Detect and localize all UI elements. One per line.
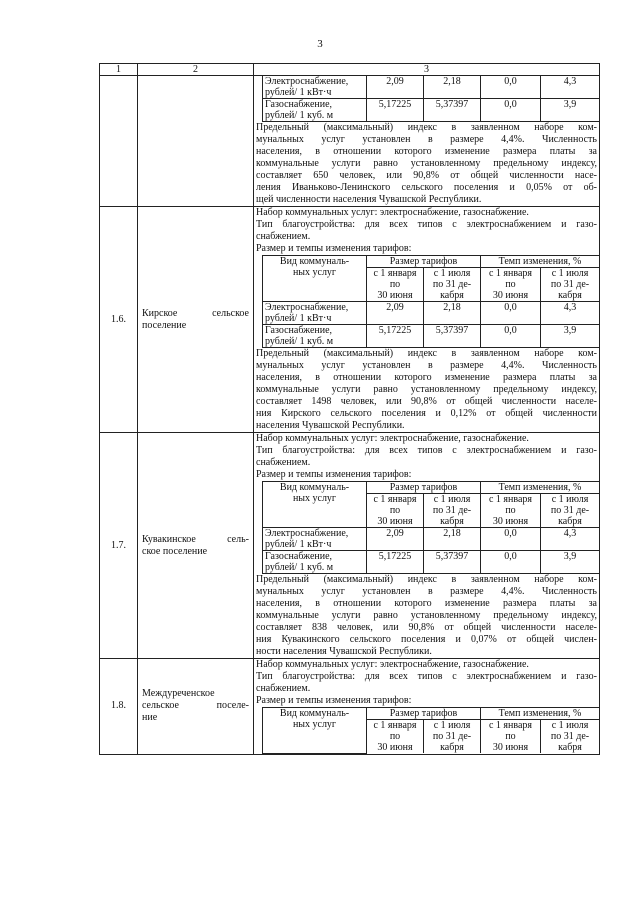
section-number: 1.6. (100, 207, 138, 433)
settlement-name: Кувакинское сель- ское поселение (138, 433, 254, 659)
rate-value: 4,3 (541, 76, 600, 99)
section-row-1-8 (100, 659, 600, 755)
period-first-half: с 1 января по 30 июня (367, 720, 424, 754)
tariffs-caption: Размер и темпы изменения тарифов: (256, 469, 412, 480)
tariff-subtable (262, 707, 599, 754)
tariff-subtable (262, 481, 599, 574)
tariff-value: 5,37397 (424, 551, 481, 574)
section-row-1-7 (100, 433, 600, 659)
rate-header: Темп изменения, % (481, 708, 600, 720)
period-first-half: с 1 января по 30 июня (481, 494, 541, 528)
table-row (263, 76, 600, 99)
header-col-3: 3 (254, 64, 600, 76)
tariffs-caption: Размер и темпы изменения тарифов: (256, 695, 412, 706)
rate-header: Темп изменения, % (481, 256, 600, 268)
rate-value: 3,9 (541, 551, 600, 574)
tariff-value: 5,17225 (367, 99, 424, 122)
period-second-half: с 1 июля по 31 де- кабря (541, 720, 600, 754)
rate-value: 4,3 (541, 528, 600, 551)
period-second-half: с 1 июля по 31 де- кабря (541, 494, 600, 528)
section-row-1-6 (100, 207, 600, 433)
tariff-size-header: Размер тарифов (367, 482, 481, 494)
rate-value: 0,0 (481, 325, 541, 348)
service-name: Газоснабжение, рублей/ 1 куб. м (263, 551, 367, 574)
service-name: Электроснабжение, рублей/ 1 кВт·ч (263, 76, 367, 99)
rate-value: 3,9 (541, 325, 600, 348)
rate-value: 4,3 (541, 302, 600, 325)
tariff-value: 5,17225 (367, 325, 424, 348)
tariff-value: 2,18 (424, 76, 481, 99)
improvement-type: Тип благоустройства: для всех типов с электроснабжением и газо- (256, 219, 597, 230)
period-first-half: с 1 января по 30 июня (481, 720, 541, 754)
tariff-value: 5,17225 (367, 551, 424, 574)
rate-value: 0,0 (481, 551, 541, 574)
rate-value: 0,0 (481, 76, 541, 99)
improvement-type: Тип благоустройства: для всех типов с электроснабжением и газо- (256, 671, 597, 682)
service-name: Электроснабжение, рублей/ 1 кВт·ч (263, 528, 367, 551)
table-row (263, 551, 600, 574)
index-paragraph: Предельный (максимальный) индекс в заявленном наборе ком- мунальных услуг установлен в размере 4,4%. Численность населения, в отношении которого изменение размера платы за коммунальные услуги равно установленному предельному индексу, составляет 838 человек, или 90,8% от общей численности населе- ния Кувакинского сельского поселения и 0,07% от общей числен- ности населения Чувашской Республики. (256, 574, 597, 657)
period-second-half: с 1 июля по 31 де- кабря (424, 720, 481, 754)
tariff-value: 5,37397 (424, 99, 481, 122)
header-col-1: 1 (100, 64, 138, 76)
service-type-header: Вид коммуналь- ных услуг (263, 482, 367, 528)
tariff-value: 2,09 (367, 302, 424, 325)
table-row (263, 325, 600, 348)
tariff-value: 5,37397 (424, 325, 481, 348)
tariff-value: 2,18 (424, 528, 481, 551)
section-number: 1.7. (100, 433, 138, 659)
index-paragraph: Предельный (максимальный) индекс в заявленном наборе ком- мунальных услуг установлен в размере 4,4%. Численность населения, в отношении которого изменение размера платы за коммунальные услуги равно установленному предельному индексу, составляет 1498 человек, или 90,8% от общей численности населе- ния Кирского сельского поселения и 0,12% от общей численности населения Чувашской Республики. (256, 348, 597, 431)
table-row (263, 302, 600, 325)
period-first-half: с 1 января по 30 июня (481, 268, 541, 302)
section-content: Набор коммунальных услуг: электроснабжение, газоснабжение. Тип благоустройства: для всех типов с электроснабжением и газо- снабжением. Размер и темпы изменения тарифов: Вид коммуналь- ных услуг Размер тарифов Темп изменения, % с 1 января по 30 июня с 1 июля по 31 де- кабря с 1 января по 30 июня с 1 июля по 31 де- кабря (254, 659, 600, 755)
tariff-size-header: Размер тарифов (367, 256, 481, 268)
tariff-subtable (262, 255, 599, 348)
tariff-table (99, 63, 600, 755)
continuation-name (138, 76, 254, 207)
tariff-size-header: Размер тарифов (367, 708, 481, 720)
page-number: 3 (317, 38, 323, 50)
service-type-header: Вид коммуналь- ных услуг (263, 256, 367, 302)
period-first-half: с 1 января по 30 июня (367, 494, 424, 528)
header-col-2: 2 (138, 64, 254, 76)
section-content: Набор коммунальных услуг: электроснабжение, газоснабжение. Тип благоустройства: для всех типов с электроснабжением и газо- снабжением. Размер и темпы изменения тарифов: Вид коммуналь- ных услуг Размер тарифов Темп изменения, % с 1 января по 30 июня с 1 июля по 31 де- кабря с 1 января по 30 июня с 1 июля по 31 де- кабря Электроснабжение, рублей/ 1 кВт·ч 2,09 2,18 0,0 4,3 Газоснабжение, рублей/ 1 куб. м 5,17225 5,37397 0,0 3,9 Предельный (максимальный) индекс в заявленном наборе ком- мунальных услуг установлен в размере 4,4%. Численность населения, в отношении которого изменение размера платы за коммунальные услуги равно установленному предельному индексу, составляет 838 человек, или 90,8% от общей численности населе- ния Кувакинского сельского поселения и 0,07% от общей числен- ности населения Чувашской Республики. (254, 433, 600, 659)
continuation-row (100, 76, 600, 207)
period-first-half: с 1 января по 30 июня (367, 268, 424, 302)
subtable-header-row (263, 708, 600, 720)
settlement-name: Междуреченское сельское поселе- ние (138, 659, 254, 755)
tariff-value: 2,09 (367, 528, 424, 551)
period-second-half: с 1 июля по 31 де- кабря (541, 268, 600, 302)
period-second-half: с 1 июля по 31 де- кабря (424, 268, 481, 302)
table-row (263, 99, 600, 122)
tariffs-caption: Размер и темпы изменения тарифов: (256, 243, 412, 254)
rate-header: Темп изменения, % (481, 482, 600, 494)
section-content: Набор коммунальных услуг: электроснабжение, газоснабжение. Тип благоустройства: для всех типов с электроснабжением и газо- снабжением. Размер и темпы изменения тарифов: Вид коммуналь- ных услуг Размер тарифов Темп изменения, % с 1 января по 30 июня с 1 июля по 31 де- кабря с 1 января по 30 июня с 1 июля по 31 де- кабря Электроснабжение, рублей/ 1 кВт·ч 2,09 2,18 0,0 4,3 Газоснабжение, рублей/ 1 куб. м 5,17225 5,37397 0,0 3,9 Предельный (максимальный) индекс в заявленном наборе ком- мунальных услуг установлен в размере 4,4%. Численность населения, в отношении которого изменение размера платы за коммунальные услуги равно установленному предельному индексу, составляет 1498 человек, или 90,8% от общей численности населе- ния Кирского сельского поселения и 0,12% от общей численности населения Чувашской Республики. (254, 207, 600, 433)
index-paragraph: Предельный (максимальный) индекс в заявленном наборе ком- мунальных услуг установлен в размере 4,4%. Численность населения, в отношении которого изменение размера платы за коммунальные услуги равно установленному предельному индексу, составляет 650 человек, или 90,8% от общей численности насе- ления Иваньково-Ленинского сельского поселения и 0,05% от об- щей численности населения Чувашской Республики. (256, 122, 597, 205)
services-set: Набор коммунальных услуг: электроснабжение, газоснабжение. (256, 659, 529, 670)
tariff-value: 2,09 (367, 76, 424, 99)
continuation-num (100, 76, 138, 207)
tariff-value: 2,18 (424, 302, 481, 325)
service-name: Газоснабжение, рублей/ 1 куб. м (263, 325, 367, 348)
subtable-header-row (263, 256, 600, 268)
rate-value: 3,9 (541, 99, 600, 122)
period-second-half: с 1 июля по 31 де- кабря (424, 494, 481, 528)
service-type-header: Вид коммуналь- ных услуг (263, 708, 367, 754)
table-row (263, 528, 600, 551)
service-name: Газоснабжение, рублей/ 1 куб. м (263, 99, 367, 122)
continuation-tariff-table (262, 76, 599, 122)
continuation-content (254, 76, 600, 207)
improvement-type: Тип благоустройства: для всех типов с электроснабжением и газо- (256, 445, 597, 456)
rate-value: 0,0 (481, 302, 541, 325)
rate-value: 0,0 (481, 528, 541, 551)
services-set: Набор коммунальных услуг: электроснабжение, газоснабжение. (256, 433, 529, 444)
subtable-header-row (263, 482, 600, 494)
header-row (100, 64, 600, 76)
section-number: 1.8. (100, 659, 138, 755)
service-name: Электроснабжение, рублей/ 1 кВт·ч (263, 302, 367, 325)
services-set: Набор коммунальных услуг: электроснабжение, газоснабжение. (256, 207, 529, 218)
rate-value: 0,0 (481, 99, 541, 122)
settlement-name: Кирское сельское поселение (138, 207, 254, 433)
